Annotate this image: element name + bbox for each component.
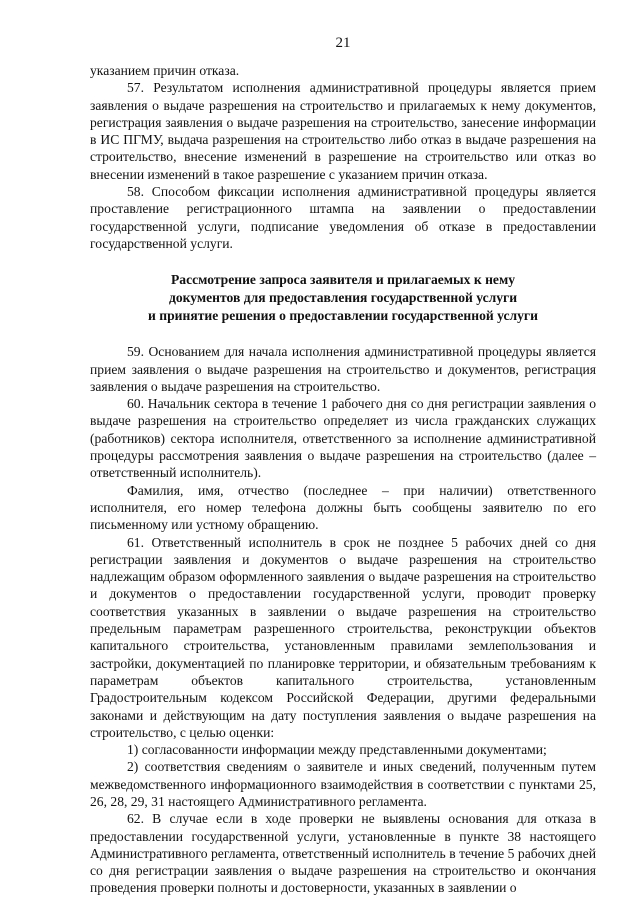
- document-body: [90, 62, 596, 897]
- paragraph-61: 61. Ответственный исполнитель в срок не позднее 5 рабочих дней со дня регистрации заявления и документов о выдаче разрешения на строительство надлежащим образом оформленного заявления о выдаче разрешения на строительство и документов о предоставлении государственной услуги, проводит проверку соответствия указанных в заявлении о выдаче разрешения на строительство предельным параметрам разрешенного строительства, реконструкции объектов капитального строительства, установленным правилами землепользования и застройки, документацией по планировке территории, и обязательным требованиям к параметрам объектов капитального строительства, установленным Градостроительным кодексом Российской Федерации, другими федеральными законами и действующим на дату поступления заявления о выдаче разрешения на строительство, с целью оценки:: [90, 534, 596, 740]
- section-heading-line-2: документов для предоставления государственной услуги: [168, 290, 518, 306]
- paragraph-61-item-1: 1) согласованности информации между представленными документами;: [127, 742, 547, 758]
- section-heading-line-1: Рассмотрение запроса заявителя и прилагаемых к нему: [170, 272, 516, 288]
- paragraph-61-item-2: 2) соответствия сведениям о заявителе и иных сведений, полученным путем межведомственного информационного взаимодействия в соответствии с пунктами 25, 26, 28, 29, 31 настоящего Административного регламента.: [90, 759, 596, 809]
- section-heading-line-3: и принятие решения о предоставлении государственной услуги: [148, 308, 538, 324]
- paragraph-60: 60. Начальник сектора в течение 1 рабочего дня со дня регистрации заявления о выдаче разрешения на строительство определяет из числа гражданских служащих (работников) сектора исполнителя, ответственного за исполнение административной процедуры рассмотрения заявления о выдаче разрешения на строительство (далее – ответственный исполнитель).: [90, 396, 596, 481]
- paragraph-62: 62. В случае если в ходе проверки не выявлены основания для отказа в предоставлении государственной услуги, установленные в пункте 38 настоящего Административного регламента, ответственный исполнитель в течение 5 рабочих дней со дня регистрации заявления о выдаче разрешения на строительство и окончания проведения проверки полноты и достоверности, указанных в заявлении о: [90, 811, 596, 896]
- paragraph-57: 57. Результатом исполнения административной процедуры является прием заявления о выдаче разрешения на строительство и прилагаемых к нему документов, регистрация заявления о выдаче разрешения на строительство, занесение информации в ИС ПГМУ, выдача разрешения на строительство либо отказ в выдаче разрешения на строительство, внесение изменений в разрешение на строительство или отказ во внесении изменений в такое разрешение с указанием причин отказа.: [90, 80, 596, 182]
- page-number: 21: [335, 35, 351, 51]
- paragraph-59: 59. Основанием для начала исполнения административной процедуры является прием заявления о выдаче разрешения на строительство и документов, регистрация заявления о выдаче разрешения на строительство.: [90, 344, 596, 394]
- paragraph-continuation: указанием причин отказа.: [90, 63, 240, 78]
- paragraph-58: 58. Способом фиксации исполнения административной процедуры является проставление регистрационного штампа на заявлении о предоставлении государственной услуги, подписание уведомления об отказе в предоставлении государственной услуги.: [90, 184, 596, 251]
- section-heading: [90, 271, 596, 325]
- paragraph-60-contact: Фамилия, имя, отчество (последнее – при наличии) ответственного исполнителя, его номер телефона должны быть сообщены заявителю по его письменному или устному обращению.: [90, 482, 596, 533]
